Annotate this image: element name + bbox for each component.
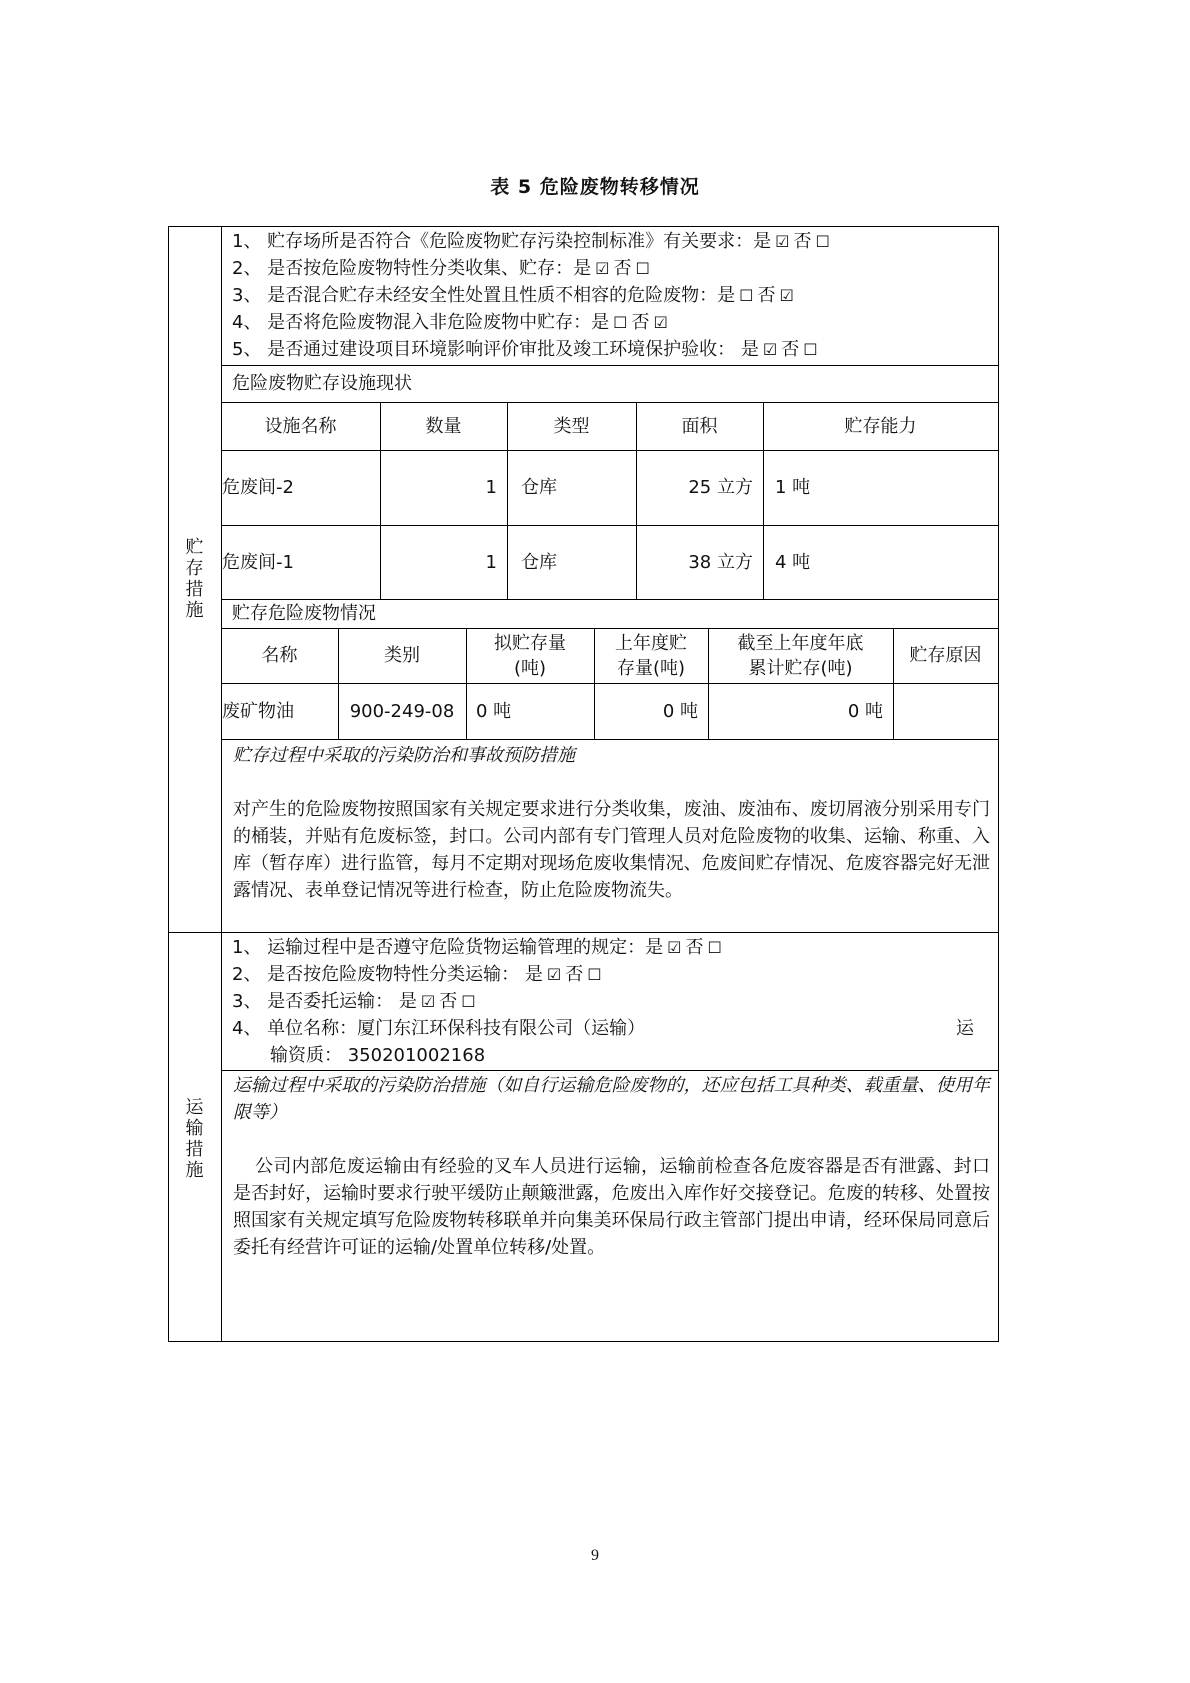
checklist-item: 5、 是否通过建设项目环境影响评价审批及竣工环境保护验收： 是 ☑ 否 ☐ [232,336,822,363]
cumulative-storage: 0 吨 [847,700,883,722]
transport-side-label: 运 输 措 施 [185,1097,204,1181]
facilities-heading: 危险废物贮存设施现状 [232,373,412,394]
prevention-body: 对产生的危险废物按照国家有关规定要求进行分类收集，废油、废油布、废切屑液分别采用专门的桶装，并贴有危废标签，封口。公司内部有专门管理人员对危险废物的收集、运输、称重、入库（暂存库）进行监管，每月不定期对现场危废收集情况、危废间贮存情况、危废容器完好无泄露情况、表单登记情况等进行检查，防止危险废物流失。 [233,799,990,901]
facility-type: 仓库 [521,477,557,498]
transport-qualification: 输资质： 350201002168 [270,1045,486,1066]
yes-checkbox[interactable]: ☑ [775,232,790,251]
yes-checkbox[interactable]: ☑ [595,259,610,278]
transport-unit-name: 4、 单位名称：厦门东江环保科技有限公司（运输） [232,1018,646,1039]
column-header: 贮存原因 [909,645,982,666]
column-header: 类型 [553,415,590,437]
checklist-item: 4、 是否将危险废物混入非危险废物中贮存：是 ☐ 否 ☑ [232,309,672,336]
transport-unit-name-tail: 运 [956,1018,974,1039]
waste-name: 废矿物油 [222,700,294,722]
facility-capacity: 4 吨 [775,551,811,573]
transport-measures-body: 公司内部危废运输由有经验的叉车人员进行运输，运输前检查各危废容器是否有泄露、封口是否封好，运输时要求行驶平缓防止颠簸泄露，危废出入库作好交接登记。危废的转移、处置按照国家有关规定填写危险废物转移联单并向集美环保局行政主管部门提出申请，经环保局同意后委托有经营许可证的运输/处置单位转移/处置。 [233,1156,990,1258]
facility-area: 38 立方 [688,551,753,573]
checklist-item: 3、 是否混合贮存未经安全性处置且性质不相容的危险废物：是 ☐ 否 ☑ [232,282,798,309]
transport-measures-heading: 运输过程中采取的污染防治措施（如自行运输危险废物的，还应包括工具种类、载重量、使用年限等） [233,1075,990,1123]
checklist-item: 1、 贮存场所是否符合《危险废物贮存污染控制标准》有关要求：是 ☑ 否 ☐ [232,228,834,255]
waste-category: 900-249-08 [349,700,455,722]
yes-checkbox[interactable]: ☐ [613,313,628,332]
facility-name: 危废间-2 [222,477,294,498]
facility-type: 仓库 [521,551,557,573]
yes-checkbox[interactable]: ☑ [667,938,682,957]
column-header: 面积 [681,415,718,437]
checklist-item: 1、 运输过程中是否遵守危险货物运输管理的规定：是 ☑ 否 ☐ [232,934,726,961]
facility-quantity: 1 [485,477,497,498]
facility-capacity: 1 吨 [775,477,811,498]
column-header: 贮存能力 [844,415,917,437]
prevention-heading: 贮存过程中采取的污染防治和事故预防措施 [233,745,575,766]
yes-checkbox[interactable]: ☑ [420,992,436,1011]
no-checkbox[interactable]: ☐ [803,340,818,359]
no-checkbox[interactable]: ☐ [707,938,722,957]
no-checkbox[interactable]: ☐ [635,259,650,278]
column-header: 名称 [261,645,298,666]
stored-waste-heading: 贮存危险废物情况 [232,603,376,624]
planned-storage: 0 吨 [476,700,512,722]
column-header: 上年度贮 存量(吨) [615,632,687,679]
checklist-item: 2、 是否按危险废物特性分类运输： 是 ☑ 否 ☐ [232,961,606,988]
no-checkbox[interactable]: ☑ [779,286,794,305]
facility-name: 危废间-1 [222,551,294,573]
no-checkbox[interactable]: ☐ [587,965,602,984]
column-header: 拟贮存量 (吨) [494,632,566,679]
yes-checkbox[interactable]: ☐ [739,286,754,305]
storage-reason [893,683,998,739]
no-checkbox[interactable]: ☑ [653,313,668,332]
yes-checkbox[interactable]: ☑ [762,340,778,359]
column-header: 类别 [384,645,420,666]
storage-side-label: 贮 存 措 施 [185,537,204,621]
facility-quantity: 1 [485,551,497,573]
checklist-item: 2、 是否按危险废物特性分类收集、贮存：是 ☑ 否 ☐ [232,255,654,282]
yes-checkbox[interactable]: ☑ [546,965,562,984]
checklist-item: 3、 是否委托运输： 是 ☑ 否 ☐ [232,988,480,1015]
page-number: 9 [591,1547,599,1564]
no-checkbox[interactable]: ☐ [815,232,830,251]
no-checkbox[interactable]: ☐ [461,992,476,1011]
column-header: 截至上年度年底 累计贮存(吨) [737,632,864,679]
document-title: 表 5 危险废物转移情况 [490,176,700,198]
column-header: 设施名称 [264,415,337,437]
last-year-storage: 0 吨 [662,700,698,722]
column-header: 数量 [425,415,462,437]
facility-area: 25 立方 [688,477,753,498]
